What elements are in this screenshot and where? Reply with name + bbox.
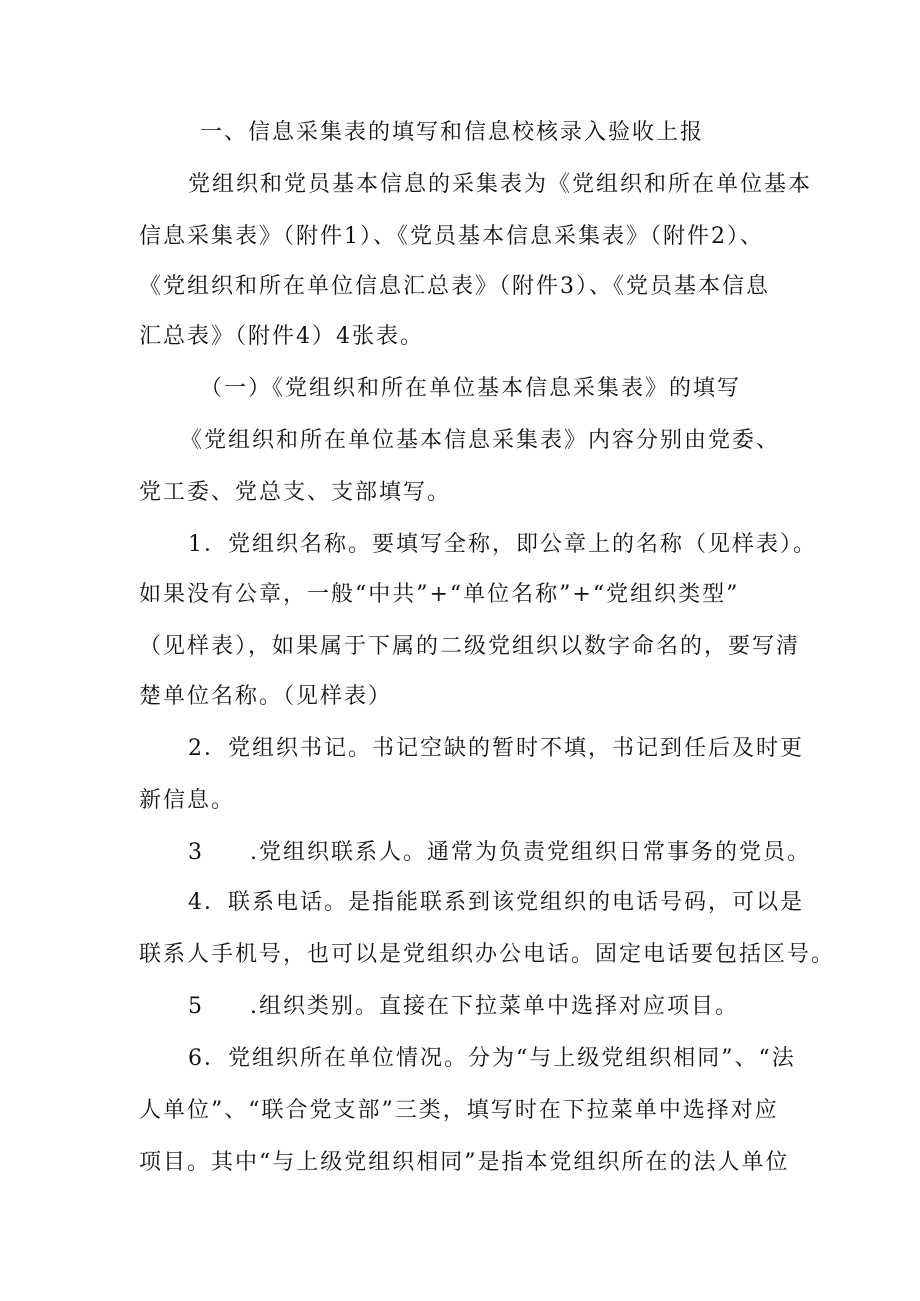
paragraph-line: 党工委、党总支、支部填写。	[139, 480, 452, 505]
paragraph-line: （见样表），如果属于下属的二级党组织以数字命名的，要写清	[139, 634, 801, 659]
item-text: .党组织联系人。通常为负责党组织日常事务的党员。	[250, 840, 811, 865]
paragraph-line-item3	[188, 838, 811, 868]
item-number: 5	[188, 994, 204, 1019]
paragraph-line: 4．联系电话。是指能联系到该党组织的电话号码，可以是	[188, 890, 804, 915]
paragraph-line: 1．党组织名称。要填写全称，即公章上的名称（见样表）。	[188, 532, 817, 557]
paragraph-line: 《党组织和所在单位信息汇总表》（附件3）、《党员基本信息	[139, 274, 770, 299]
paragraph-line: 党组织和党员基本信息的采集表为《党组织和所在单位基本	[188, 172, 813, 197]
subsection-heading: （一）《党组织和所在单位基本信息采集表》的填写	[200, 376, 742, 401]
paragraph-line: 6．党组织所在单位情况。分为“与上级党组织相同”、“法	[188, 1046, 796, 1071]
section-heading: 一、信息采集表的填写和信息校核录入验收上报	[200, 120, 705, 145]
paragraph-line: 信息采集表》（附件1）、《党员基本信息采集表》（附件2）、	[139, 224, 764, 249]
paragraph-line: 人单位”、“联合党支部”三类，填写时在下拉菜单中选择对应	[139, 1098, 779, 1123]
paragraph-line: 联系人手机号，也可以是党组织办公电话。固定电话要包括区号。	[139, 942, 836, 967]
paragraph-line: 2．党组织书记。书记空缺的暂时不填，书记到任后及时更	[188, 736, 804, 761]
paragraph-line-item5	[188, 992, 739, 1022]
paragraph-line: 如果没有公章，一般“中共”+“单位名称”+“党组织类型”	[139, 582, 740, 607]
paragraph-line: 楚单位名称。（见样表）	[139, 684, 393, 709]
paragraph-line: 《党组织和所在单位基本信息采集表》内容分别由党委、	[180, 428, 781, 453]
paragraph-line: 项目。其中“与上级党组织相同”是指本党组织所在的法人单位	[139, 1150, 790, 1175]
paragraph-line: 汇总表》（附件4）4张表。	[139, 324, 424, 349]
item-text: .组织类别。直接在下拉菜单中选择对应项目。	[250, 994, 739, 1019]
item-number: 3	[188, 840, 204, 865]
paragraph-line: 新信息。	[139, 788, 236, 813]
